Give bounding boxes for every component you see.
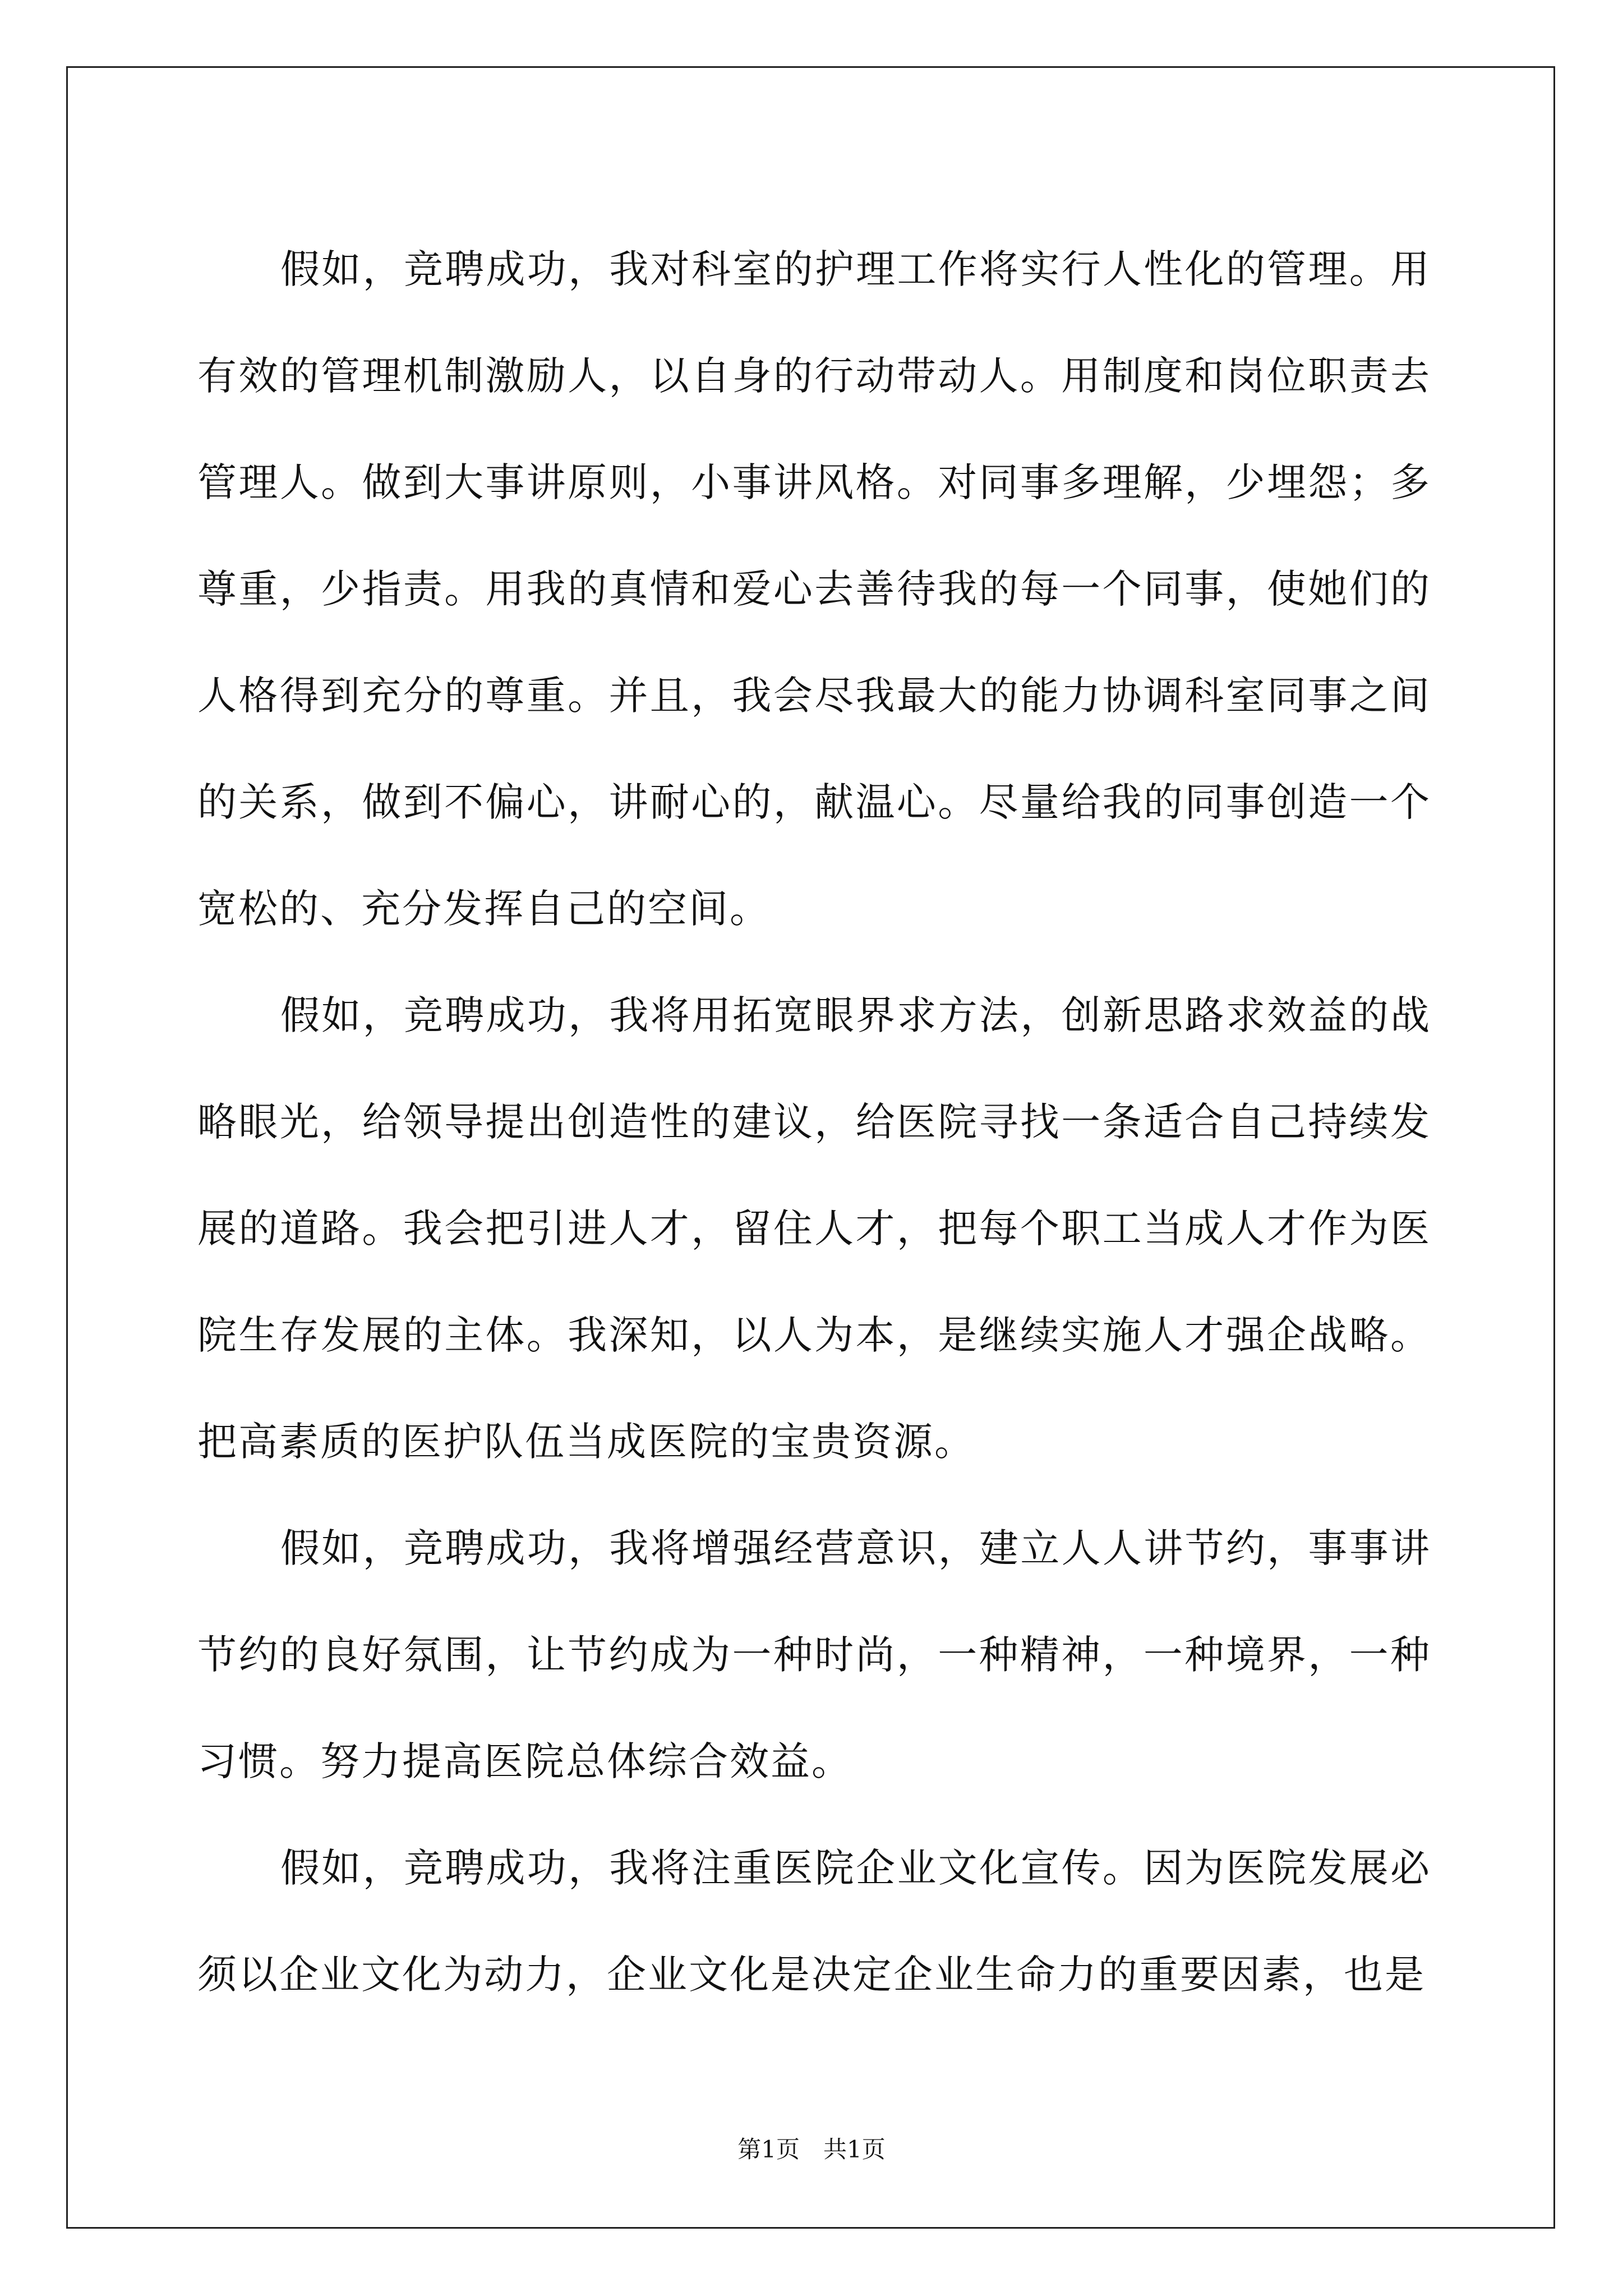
paragraph-3: 假如，竞聘成功，我将增强经营意识，建立人人讲节约，事事讲节约的良好氛围，让节约成为一种时尚，一种精神，一种境界，一种习惯。努力提高医院总体综合效益。 [197, 1525, 1431, 1784]
document-body [197, 216, 1431, 2028]
paragraph-4: 假如，竞聘成功，我将注重医院企业文化宣传。因为医院发展必须以企业文化为动力，企业文化是决定企业生命力的重要因素，也是 [197, 1845, 1431, 1998]
page-number-footer: 第1页 共1页 [737, 2136, 886, 2163]
paragraph-1: 假如，竞聘成功，我对科室的护理工作将实行人性化的管理。用有效的管理机制激励人，以自身的行动带动人。用制度和岗位职责去管理人。做到大事讲原则，小事讲风格。对同事多理解，少埋怨；多尊重，少指责。用我的真情和爱心去善待我的每一个同事，使她们的人格得到充分的尊重。并且，我会尽我最大的能力协调科室同事之间的关系，做到不偏心，讲耐心的，献温心。尽量给我的同事创造一个宽松的、充分发挥自己的空间。 [197, 246, 1431, 932]
paragraph-2: 假如，竞聘成功，我将用拓宽眼界求方法，创新思路求效益的战略眼光，给领导提出创造性的建议，给医院寻找一条适合自己持续发展的道路。我会把引进人才，留住人才，把每个职工当成人才作为医院生存发展的主体。我深知，以人为本，是继续实施人才强企战略。把高素质的医护队伍当成医院的宝贵资源。 [197, 992, 1431, 1465]
